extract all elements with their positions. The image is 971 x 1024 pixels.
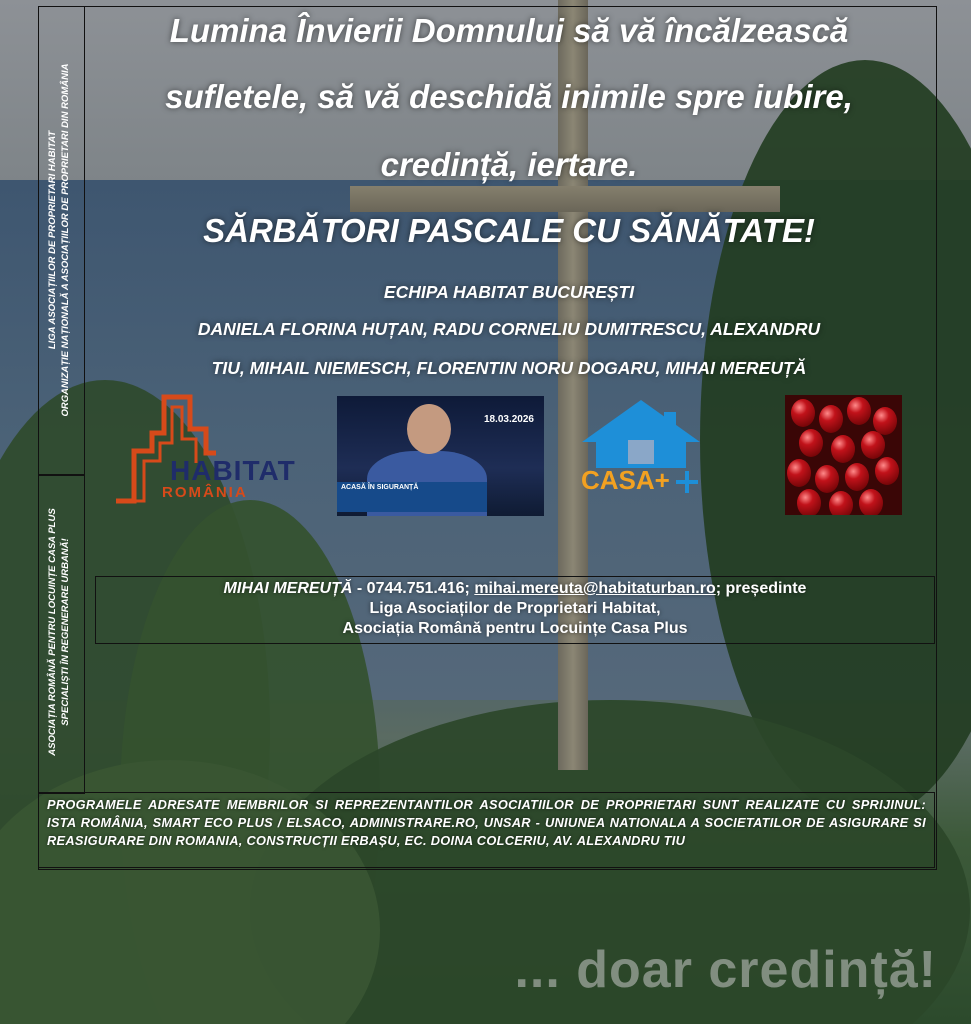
red-berries-image — [785, 395, 902, 515]
sidebar-bottom-text — [46, 482, 72, 782]
greeting-line-4: SĂRBĂTORI PASCALE CU SĂNĂTATE! — [203, 212, 815, 249]
contact-org-2: Asociația Română pentru Locuințe Casa Plus — [342, 620, 688, 637]
team-members-line-2: TIU, MIHAIL NIEMESCH, FLORENTIN NORU DOGARU, MIHAI MEREUȚĂ — [211, 358, 807, 378]
team-title: ECHIPA HABITAT BUCUREȘTI — [383, 282, 635, 302]
sidebar-top-line1: LIGA ASOCIAȚIILOR DE PROPRIETARI HABITAT — [47, 130, 58, 350]
habitat-logo-text: HABITAT — [170, 455, 296, 486]
contact-email-link[interactable]: mihai.mereuta@habitaturban.ro — [474, 580, 716, 597]
sidebar-top-text — [46, 25, 72, 455]
contact-role: ; președinte — [715, 580, 807, 597]
team-members-line-1: DANIELA FLORINA HUȚAN, RADU CORNELIU DUMITRESCU, ALEXANDRU — [197, 319, 821, 339]
speaker-head — [407, 404, 451, 454]
sidebar-bottom-line1: ASOCIAȚIA ROMÂNĂ PENTRU LOCUINȚE CASA PLUS — [47, 508, 58, 756]
greeting-line-1: Lumina Învierii Domnului să vă încălzească — [169, 12, 849, 49]
casa-plus-text: CASA+ — [581, 465, 670, 495]
habitat-logo-subtext: ROMÂNIA — [162, 484, 248, 501]
contact-box — [95, 576, 935, 644]
sidebar-top-line2: ORGANIZAȚIE NAȚIONALĂ A ASOCIAȚIILOR DE PROPRIETARI DIN ROMÂNIA — [60, 63, 71, 417]
contact-phone: - 0744.751.416; — [356, 580, 470, 597]
contact-org-1: Liga Asociaților de Proprietari Habitat, — [369, 600, 661, 617]
greeting-line-3: credință, iertare. — [380, 146, 638, 183]
sidebar-bottom-line2: SPECIALIȘTI ÎN REGENERARE URBANĂ! — [60, 538, 71, 726]
contact-name: MIHAI MEREUȚĂ — [223, 580, 353, 597]
greeting-line-2: sufletele, să vă deschidă inimile spre iubire, — [165, 78, 853, 115]
tagline: ... doar credință! — [514, 941, 937, 999]
speaker-photo — [337, 396, 544, 516]
sponsors-box: PROGRAMELE ADRESATE MEMBRILOR SI REPREZENTANTILOR ASOCIATIILOR DE PROPRIETARI SUNT REALIZATE CU SPRIJINUL: ISTA ROMÂNIA, SMART ECO PLUS / ELSACO, ADMINISTRARE.RO, UNSAR - UNIUNEA NATIONALA A SOCIETATILOR DE ASIGURARE SI REASIGURARE DIN ROMANIA, CONSTRUCȚII ERBAȘU, EC. DOINA COLCERIU, AV. ALEXANDRU TIU — [38, 792, 935, 868]
photo-banner: ACASĂ ÎN SIGURANȚĂ — [337, 482, 487, 512]
photo-date: 18.03.2026 — [483, 414, 534, 425]
contact-line-1 — [96, 579, 934, 599]
